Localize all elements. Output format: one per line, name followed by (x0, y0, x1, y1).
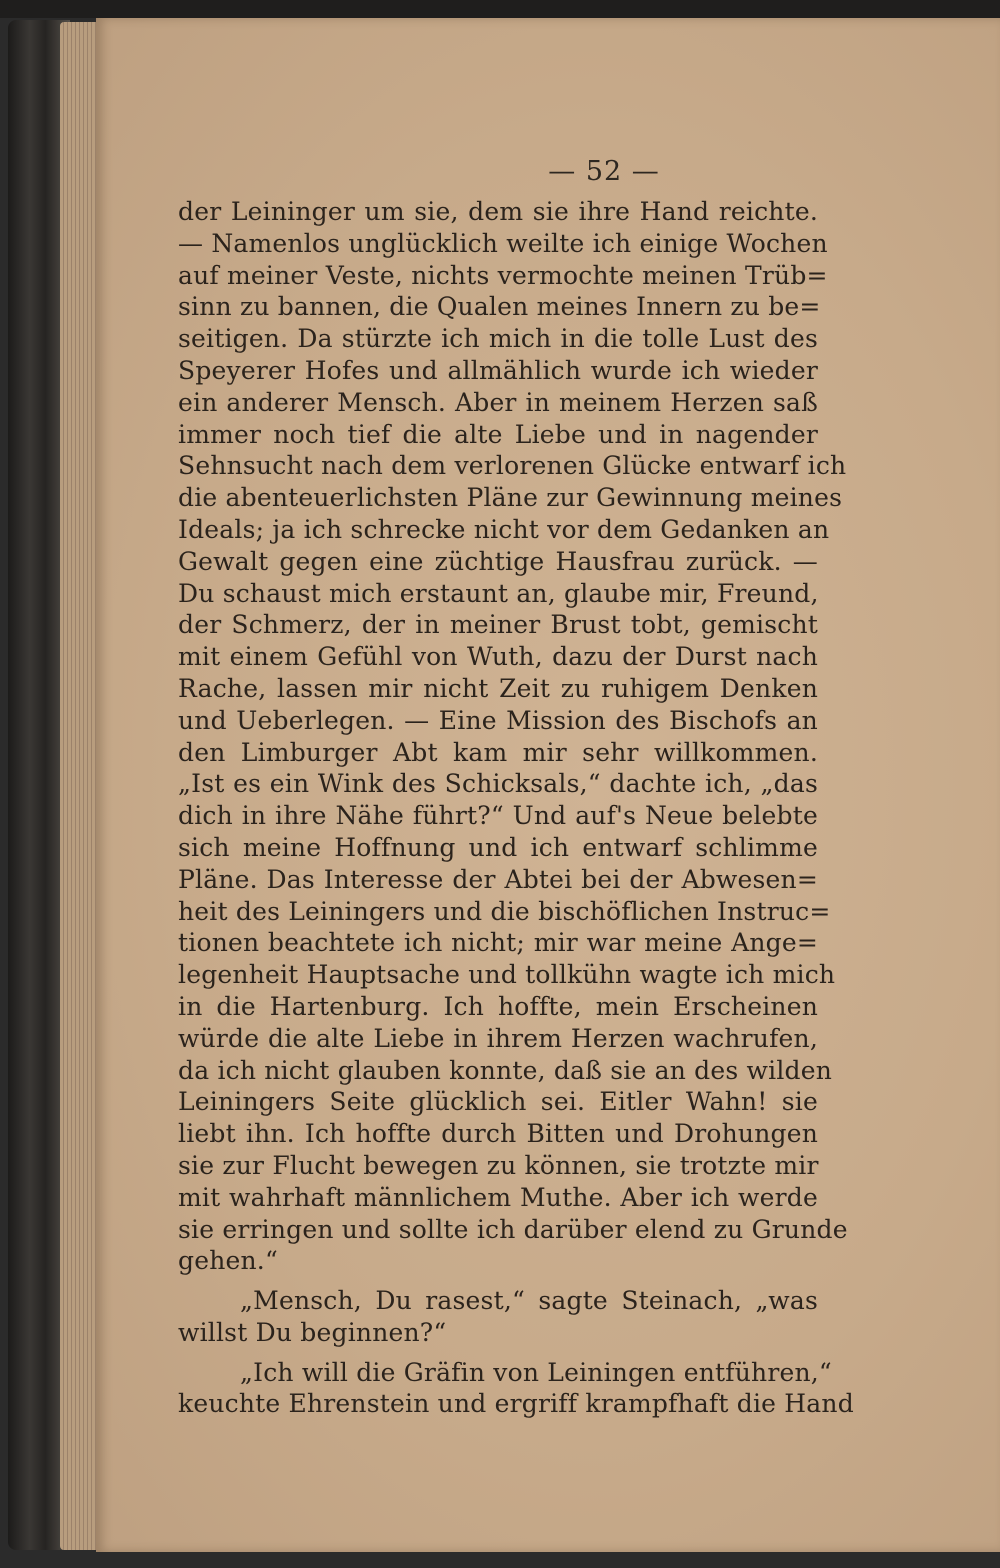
text-line: heit des Leiningers und die bischöflichen Instruc= (178, 896, 831, 926)
text-line: der Leininger um sie, dem sie ihre Hand reichte. (178, 197, 818, 226)
text-line: sie erringen und sollte ich darüber elend zu Grunde (178, 1214, 848, 1244)
text-line: liebt ihn. Ich hoffte durch Bitten und Drohungen (178, 1119, 818, 1149)
text-line: und Ueberlegen. — Eine Mission des Bischofs an (178, 705, 818, 735)
text-line: würde die alte Liebe in ihrem Herzen wachrufen, (178, 1023, 818, 1053)
text-line: da ich nicht glauben konnte, daß sie an des wilden (178, 1055, 833, 1085)
text-line: mit einem Gefühl von Wuth, dazu der Durst nach (178, 642, 818, 672)
text-line: den Limburger Abt kam mir sehr willkommen. (178, 737, 818, 767)
background-top (0, 0, 1000, 18)
text-line: immer noch tief die alte Liebe und in nagender (178, 419, 818, 449)
text-line: gehen.“ (178, 1246, 278, 1276)
text-line: Speyerer Hofes und allmählich wurde ich wieder (178, 355, 818, 385)
text-line: Gewalt gegen eine züchtige Hausfrau zurück. — (178, 546, 818, 576)
paragraph-gap (178, 1277, 818, 1285)
text-line: Leiningers Seite glücklich sei. Eitler Wahn! sie (178, 1087, 818, 1117)
text-line: dich in ihre Nähe führt?“ Und auf's Neue belebte (178, 801, 818, 831)
text-line: auf meiner Veste, nichts vermochte meinen Trüb= (178, 260, 828, 290)
text-line: Pläne. Das Interesse der Abtei bei der Abwesen= (178, 864, 818, 894)
text-line: in die Hartenburg. Ich hoffte, mein Erscheinen (178, 991, 818, 1021)
text-line: tionen beachtete ich nicht; mir war meine Ange= (178, 928, 818, 958)
text-line: „Mensch, Du rasest,“ sagte Steinach, „was (240, 1286, 818, 1316)
text-line: sinn zu bannen, die Qualen meines Innern zu be= (178, 292, 821, 322)
body-text (178, 196, 854, 1420)
text-line: willst Du beginnen?“ (178, 1317, 447, 1347)
text-line: mit wahrhaft männlichem Muthe. Aber ich werde (178, 1182, 818, 1212)
paragraph-gap (178, 1349, 818, 1357)
text-line: ein anderer Mensch. Aber in meinem Herzen saß (178, 387, 818, 417)
text-line: legenheit Hauptsache und tollkühn wagte ich mich (178, 960, 836, 990)
text-line: „Ich will die Gräfin von Leiningen entführen,“ (240, 1357, 832, 1387)
text-line: die abenteuerlichsten Pläne zur Gewinnung meines (178, 483, 843, 513)
text-line: Rache, lassen mir nicht Zeit zu ruhigem Denken (178, 673, 818, 703)
text-line: der Schmerz, der in meiner Brust tobt, gemischt (178, 610, 818, 640)
text-line: sie zur Flucht bewegen zu können, sie trotzte mir (178, 1150, 819, 1180)
page-number: — 52 — (548, 156, 660, 187)
text-line: Sehnsucht nach dem verlorenen Glücke entwarf ich (178, 451, 847, 481)
text-line: keuchte Ehrenstein und ergriff krampfhaft die Hand (178, 1389, 854, 1419)
text-line: — Namenlos unglücklich weilte ich einige Wochen (178, 228, 828, 258)
text-line: sich meine Hoffnung und ich entwarf schlimme (178, 832, 818, 862)
text-line: Ideals; ja ich schrecke nicht vor dem Gedanken an (178, 514, 830, 544)
text-line: seitigen. Da stürzte ich mich in die tolle Lust des (178, 324, 818, 354)
text-line: Du schaust mich erstaunt an, glaube mir, Freund, (178, 578, 819, 608)
text-line: „Ist es ein Wink des Schicksals,“ dachte ich, „das (178, 769, 818, 799)
